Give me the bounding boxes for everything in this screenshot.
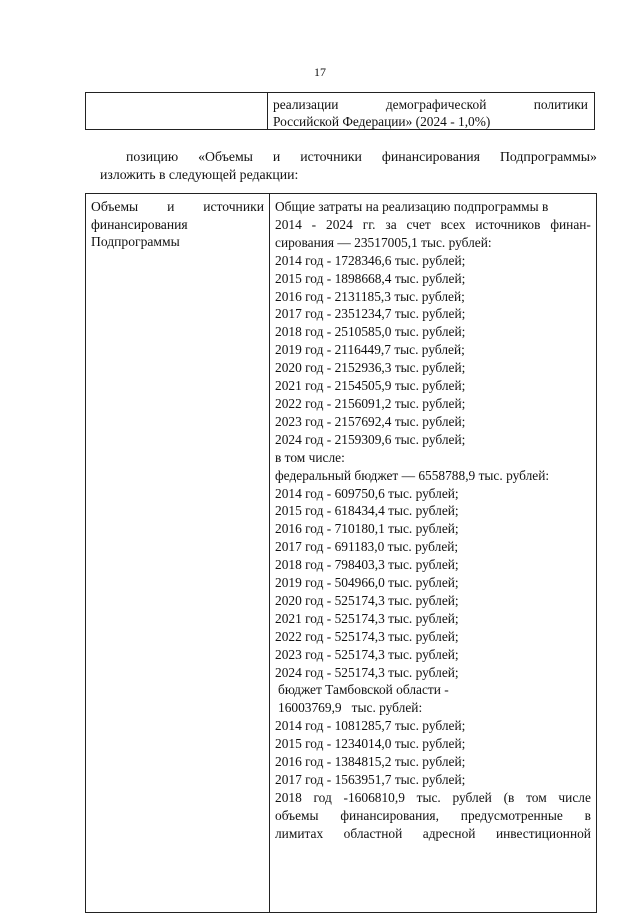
word: позицию (126, 149, 179, 164)
intro-line-3: сирования — 23517005,1 тыс. рублей: (275, 234, 492, 250)
federal-year-line: 2021 год - 525174,3 тыс. рублей; (275, 610, 459, 626)
word: всех (440, 216, 466, 232)
left-line-1 (91, 198, 264, 216)
word: реализации (273, 97, 339, 112)
word: Подпрограммы» (499, 149, 597, 164)
column-divider (269, 194, 270, 912)
total-year-line: 2021 год - 2154505,9 тыс. рублей; (275, 378, 466, 394)
word: и (272, 149, 281, 164)
paragraph-line-2: изложить в следующей редакции: (100, 167, 299, 182)
federal-year-line: 2017 год - 691183,0 тыс. рублей; (275, 539, 459, 555)
continuation-line-2 (275, 825, 591, 843)
word: предусмотренные (460, 807, 563, 823)
word: тыс. (416, 789, 441, 805)
word: -1606810,9 (343, 789, 405, 805)
federal-year-line: 2014 год - 609750,6 тыс. рублей; (275, 485, 459, 501)
funding-table (85, 193, 597, 913)
total-year-line: 2016 год - 2131185,3 тыс. рублей; (275, 288, 465, 304)
total-year-line: 2020 год - 2152936,3 тыс. рублей; (275, 360, 466, 376)
word: рублей (452, 789, 492, 805)
total-year-line: 2014 год - 1728346,6 тыс. рублей; (275, 252, 466, 268)
page-number: 17 (314, 65, 326, 79)
regional-year-line: 2014 год - 1081285,7 тыс. рублей; (275, 718, 466, 734)
word: и (167, 199, 175, 214)
federal-year-line: 2024 год - 525174,3 тыс. рублей; (275, 664, 459, 680)
including-label: в том числе: (275, 449, 345, 465)
word: в (584, 807, 591, 823)
word: том (526, 789, 547, 805)
federal-year-line: 2016 год - 710180,1 тыс. рублей; (275, 521, 459, 537)
word: «Объемы (198, 149, 253, 164)
top-cell-line-1 (273, 96, 588, 113)
top-table-right-cell (273, 96, 588, 130)
word: источники (203, 199, 264, 214)
word: гг. (362, 216, 376, 232)
total-year-line: 2015 год - 1898668,4 тыс. рублей; (275, 270, 466, 286)
word: адресной (422, 825, 476, 841)
federal-year-line: 2022 год - 525174,3 тыс. рублей; (275, 628, 459, 644)
federal-year-line: 2020 год - 525174,3 тыс. рублей; (275, 592, 459, 608)
word: лимитах (275, 825, 324, 841)
word: год (313, 789, 332, 805)
word: источники (300, 149, 362, 164)
word: финан- (550, 216, 591, 232)
regional-budget-header-1: бюджет Тамбовской области - (278, 682, 449, 698)
instruction-paragraph (102, 148, 597, 184)
word: 2024 (326, 216, 353, 232)
federal-year-line: 2018 год - 798403,3 тыс. рублей; (275, 557, 459, 573)
federal-year-line: 2019 год - 504966,0 тыс. рублей; (275, 575, 459, 591)
paragraph-line-1 (102, 148, 597, 166)
word: демографической (385, 97, 487, 112)
word: 2018 (275, 789, 302, 805)
word: финансирования, (340, 807, 439, 823)
word: числе (558, 789, 591, 805)
intro-line-1: Общие затраты на реализацию подпрограммы в (275, 199, 549, 214)
right-cell-funding (275, 198, 591, 843)
total-year-line: 2019 год - 2116449,7 тыс. рублей; (275, 342, 465, 358)
federal-year-line: 2015 год - 618434,4 тыс. рублей; (275, 503, 459, 519)
word: областной (343, 825, 403, 841)
word: объемы (275, 807, 319, 823)
word: 2014 (275, 216, 302, 232)
regional-year-line: 2015 год - 1234014,0 тыс. рублей; (275, 736, 466, 752)
left-line-2: финансирования (91, 216, 188, 232)
total-year-line: 2023 год - 2157692,4 тыс. рублей; (275, 413, 466, 429)
regional-2018-line (275, 789, 591, 807)
continuation-line-1 (275, 807, 591, 825)
total-year-line: 2018 год - 2510585,0 тыс. рублей; (275, 324, 466, 340)
federal-budget-header: федеральный бюджет — 6558788,9 тыс. рублей: (275, 467, 550, 483)
top-cell-line-2: Российской Федерации» (2024 - 1,0%) (273, 114, 491, 129)
left-line-3: Подпрограммы (91, 234, 180, 249)
word: источников (475, 216, 541, 232)
left-cell-heading (91, 198, 264, 251)
total-year-line: 2017 год - 2351234,7 тыс. рублей; (275, 306, 466, 322)
total-year-line: 2024 год - 2159309,6 тыс. рублей; (275, 431, 466, 447)
total-year-line: 2022 год - 2156091,2 тыс. рублей; (275, 395, 466, 411)
word: политики (533, 97, 588, 112)
word: инвестиционной (495, 825, 591, 841)
regional-year-line: 2016 год - 1384815,2 тыс. рублей; (275, 754, 466, 770)
federal-year-line: 2023 год - 525174,3 тыс. рублей; (275, 646, 459, 662)
word: (в (503, 789, 515, 805)
word: - (311, 216, 317, 232)
word: Объемы (91, 199, 139, 214)
regional-budget-header-2: 16003769,9 тыс. рублей: (278, 700, 423, 716)
intro-line-2 (275, 216, 591, 234)
word: счет (406, 216, 431, 232)
word: финансирования (381, 149, 480, 164)
word: за (385, 216, 397, 232)
regional-year-line: 2017 год - 1563951,7 тыс. рублей; (275, 772, 466, 787)
top-table-fragment (85, 92, 595, 130)
column-divider (267, 93, 268, 129)
